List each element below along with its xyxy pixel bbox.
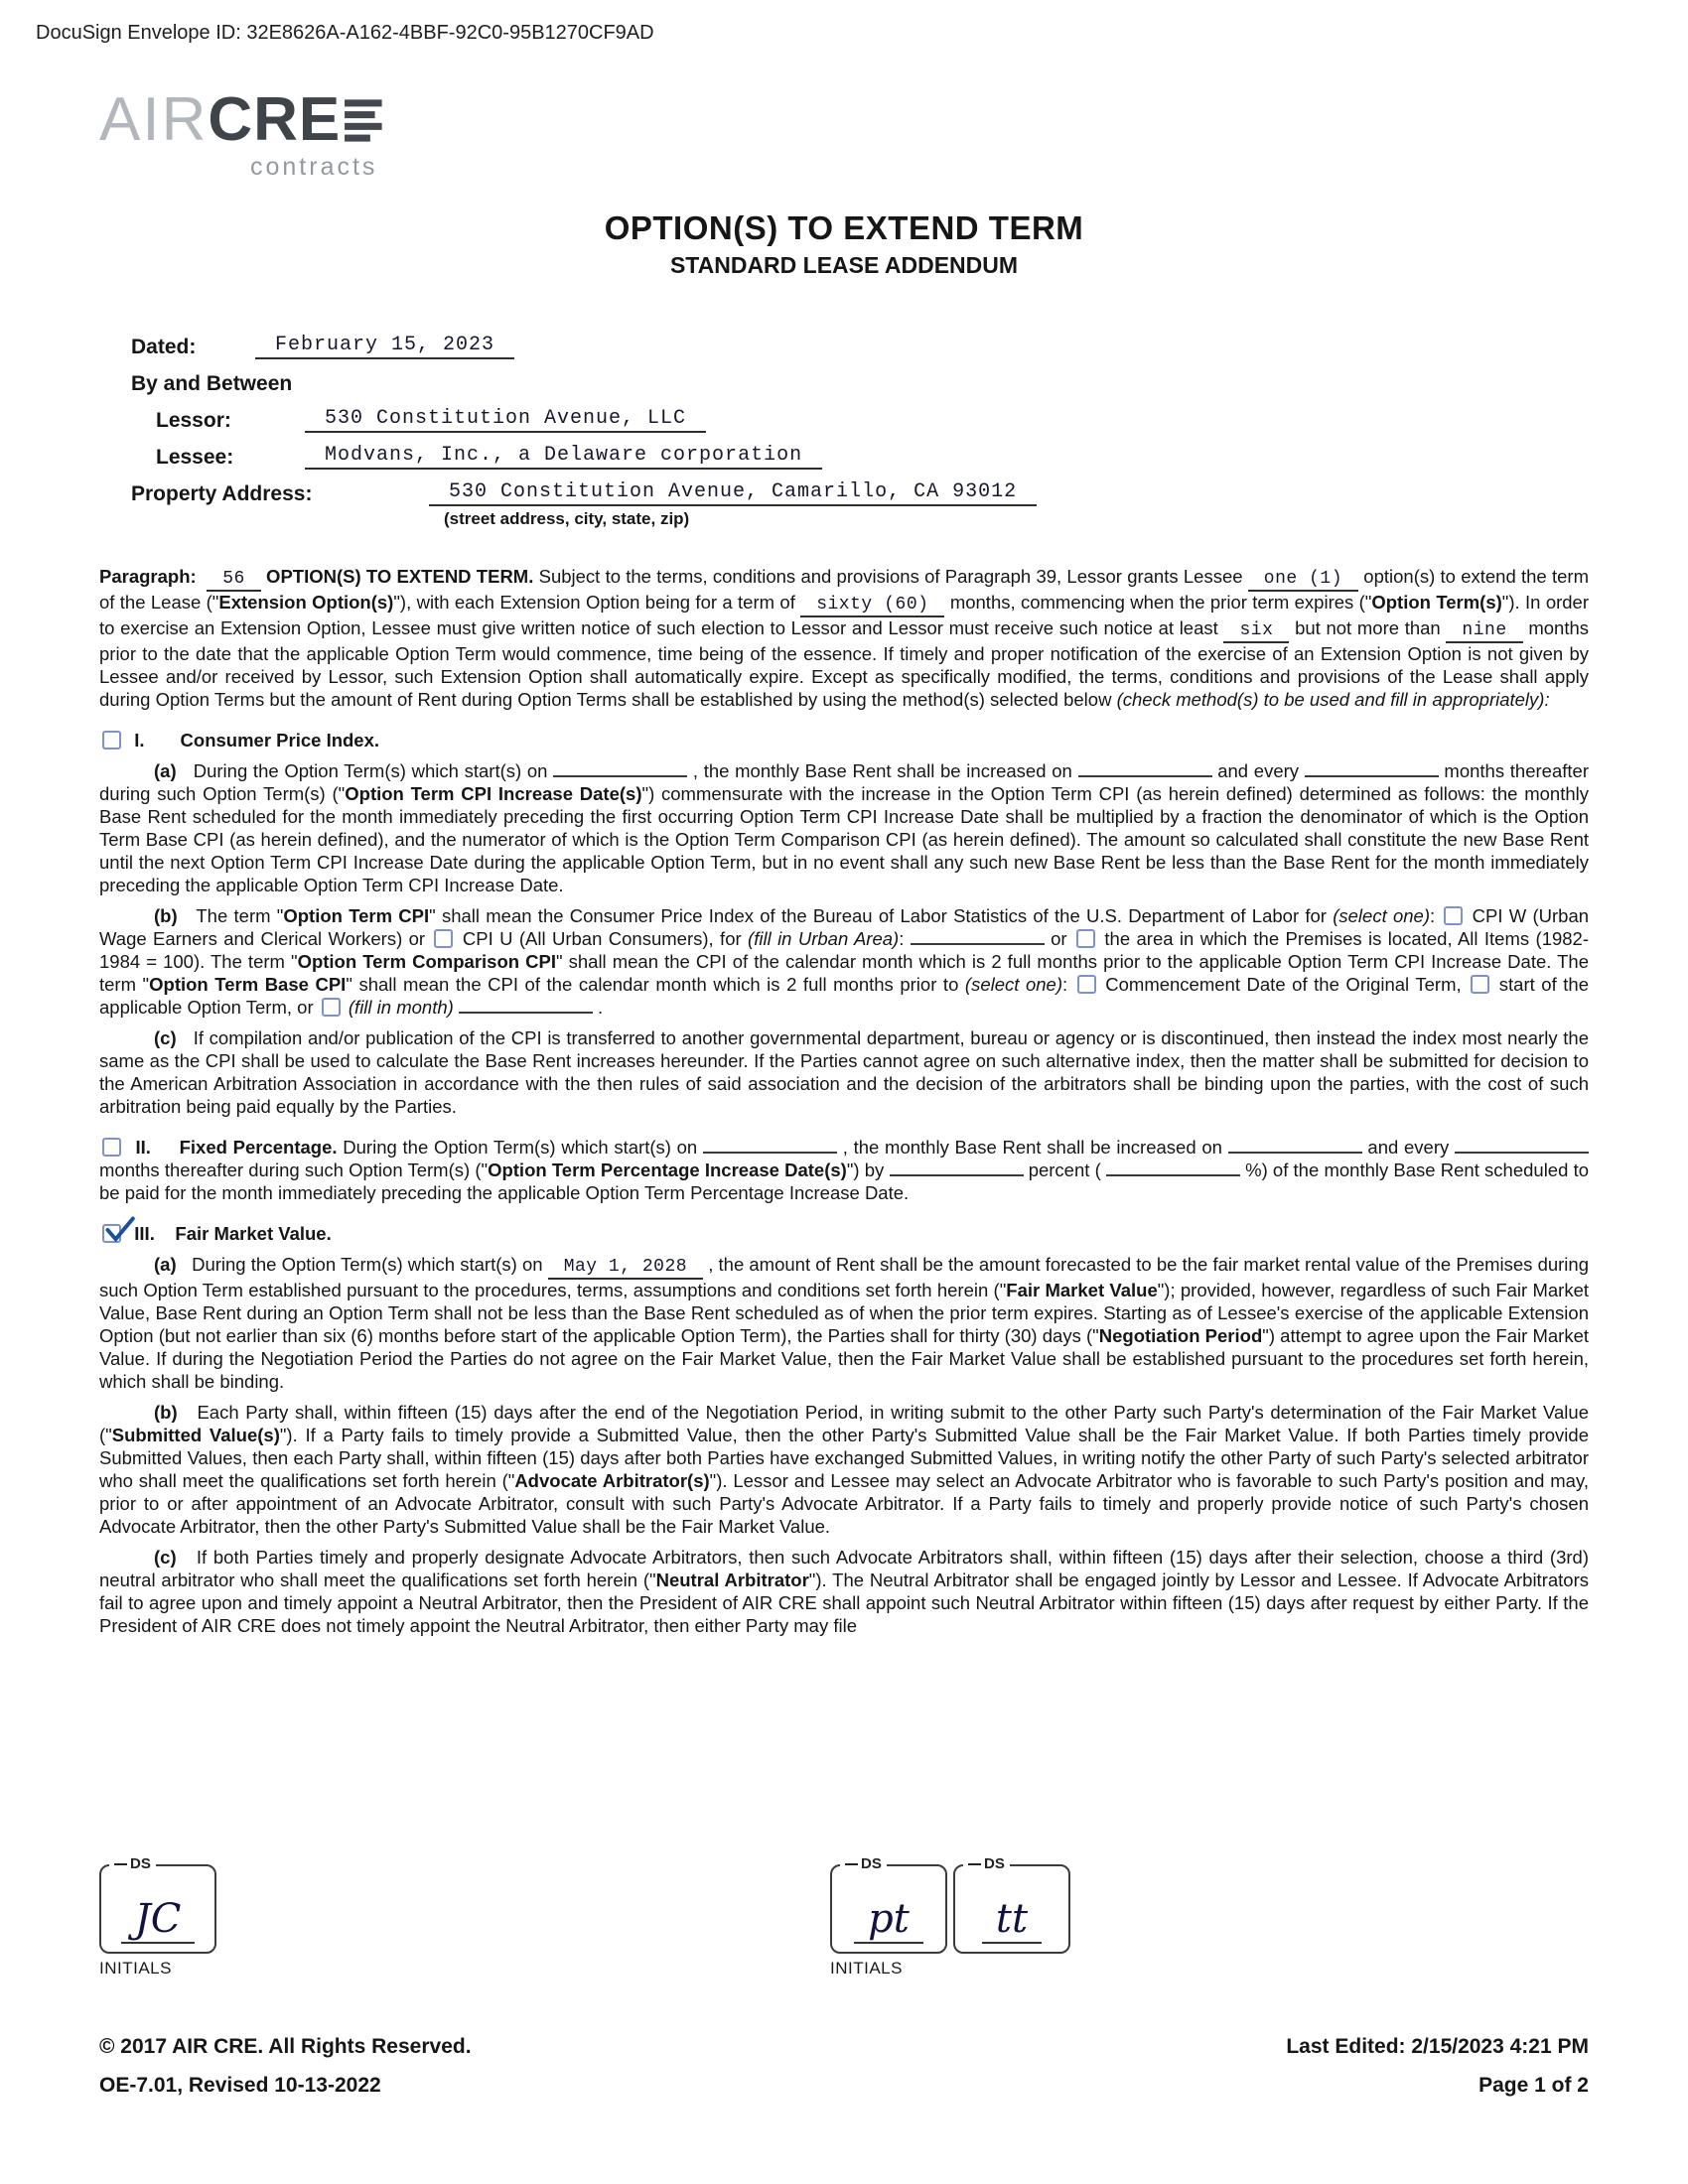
text-run: months thereafter during such Option Term(s) (": [99, 760, 1589, 804]
section-iii-paragraph-b: [99, 1401, 1589, 1538]
text-run: Fair Market Value: [1006, 1280, 1158, 1300]
dated-row: [131, 323, 1589, 359]
text-run: months thereafter during such Option Term(s) (": [99, 1160, 489, 1180]
urban-area-blank[interactable]: [911, 931, 1045, 945]
initials-label: INITIALS: [830, 1959, 903, 1978]
page-footer: [99, 2035, 1589, 2113]
text-run: , the monthly Base Rent shall be increased on: [836, 1137, 1228, 1158]
header-fields: [131, 323, 1589, 529]
fixed-percent-words-blank[interactable]: [890, 1162, 1024, 1176]
notice-minimum-months-field[interactable]: six: [1223, 620, 1289, 643]
right-initials-group: [830, 1855, 1070, 1979]
text-run: (check method(s) to be used and fill in appropriately):: [1116, 689, 1550, 710]
fixed-percent-number-blank[interactable]: [1106, 1162, 1240, 1176]
initials-stamp[interactable]: [830, 1855, 947, 1954]
text-run: III. Fair Market Value.: [124, 1223, 332, 1244]
text-run: (fill in month): [348, 997, 454, 1018]
text-run: percent (: [1023, 1160, 1106, 1180]
text-run: Neutral Arbitrator: [655, 1570, 809, 1590]
text-run: %) of the monthly Base Rent scheduled to be paid for the month immediately preceding the applicable Option Term Percentage Increase Date.: [99, 1160, 1590, 1203]
text-run: (b): [154, 905, 178, 926]
extension-options-count-field[interactable]: one (1): [1248, 569, 1358, 592]
section-i-heading: [99, 729, 1589, 751]
checkbox-option-term-start[interactable]: [1471, 975, 1489, 994]
text-run: months prior to the date that the applicable Option Term would commence, time being of the essence. If timely and proper notification of the exercise of an Extension Option is not given by Lessee and/or received by Lessor, such Extension Option shall automatically expire. Except as specifically modified, the terms, conditions and provisions of the Lease shall apply during Option Terms but the amount of Rent during Option Terms shall be established by using the method(s) selected below: [99, 617, 1589, 710]
copyright-text: © 2017 AIR CRE. All Rights Reserved.: [99, 2035, 472, 2058]
text-run: or: [1044, 928, 1073, 949]
lessor-field[interactable]: 530 Constitution Avenue, LLC: [305, 407, 706, 433]
fmv-start-date-field[interactable]: May 1, 2028: [548, 1257, 703, 1280]
docusign-tag: DS: [840, 1855, 887, 1872]
initials-label: INITIALS: [99, 1959, 172, 1978]
document-title: OPTION(S) TO EXTEND TERM: [604, 209, 1084, 246]
lessee-row: [156, 433, 1589, 470]
cpi-start-date-blank[interactable]: [553, 763, 687, 777]
text-run: Subject to the terms, conditions and provisions of Paragraph 39, Lessor grants Lessee: [538, 566, 1248, 587]
notice-maximum-months-field[interactable]: nine: [1446, 620, 1522, 643]
property-address-hint: (street address, city, state, zip): [444, 509, 690, 528]
document-body: [99, 0, 1589, 1637]
text-run: CPI W (Urban Wage Earners and Clerical Workers) or: [99, 905, 1590, 949]
text-run: (a): [154, 760, 177, 781]
text-run: (c): [154, 1547, 177, 1568]
logo-air-text: AIR: [99, 85, 209, 154]
logo-contracts-text: contracts: [250, 153, 378, 181]
text-run: Option Term CPI: [283, 905, 430, 926]
section-iii-heading: [99, 1222, 1589, 1245]
text-run: Extension Option(s): [218, 592, 394, 613]
text-run: CPI U (All Urban Consumers), for: [456, 928, 749, 949]
flag-icon: [345, 97, 384, 151]
text-run: Advocate Arbitrator(s): [514, 1470, 710, 1491]
checkbox-section-iii-fair-market-value[interactable]: [102, 1224, 121, 1243]
text-run: If both Parties timely and properly designate Advocate Arbitrators, then such Advocate Arbitrators shall, within fifteen (15) days after their selection, choose a third (3rd) neutral arbitrator who shall meet the qualifications set forth herein (": [99, 1547, 1589, 1590]
section-i-paragraph-b: [99, 904, 1589, 1019]
section-i-paragraph-c: [99, 1026, 1589, 1118]
section-iii-paragraph-c: [99, 1546, 1589, 1637]
logo-cre-text: CRE: [208, 85, 342, 154]
text-run: option(s) to extend the term of the Lease (": [99, 566, 1589, 613]
text-run: " shall mean the CPI of the calendar month which is 2 full months prior to: [346, 974, 965, 995]
text-run: "). The Neutral Arbitrator shall be engaged jointly by Lessor and Lessee. If Advocate Arbitrators fail to agree upon and timely appoint a Neutral Arbitrator, then the President of AIR CRE shall appoint such Neutral Arbitrator within fifteen (15) days after request by either Party. If the President of AIR CRE does not timely appoint the Neutral Arbitrator, then either Party may file: [99, 1570, 1589, 1636]
text-run: (c): [154, 1027, 177, 1048]
option-term-months-field[interactable]: sixty (60): [800, 595, 944, 617]
text-run: Each Party shall, within fifteen (15) days after the end of the Negotiation Period, in writing submit to the other Party such Party's determination of the Fair Market Value (": [99, 1402, 1589, 1445]
last-edited-text: Last Edited: 2/15/2023 4:21 PM: [1286, 2035, 1589, 2058]
section-iii-paragraph-a: [99, 1253, 1589, 1393]
by-and-between-row: [131, 359, 1589, 396]
text-run: :: [1430, 905, 1442, 926]
lessee-label: Lessee:: [156, 446, 234, 469]
text-run: (b): [154, 1402, 178, 1423]
checkbox-fill-in-month[interactable]: [322, 998, 341, 1017]
text-run: During the Option Term(s) which start(s) on: [176, 760, 554, 781]
text-run: ") commensurate with the increase in the Option Term CPI (as herein defined) determined as follows: the monthly Base Rent scheduled for the month immediately preceding the first occurring Option Term CPI Increase Date shall be multiplied by a fraction the denominator of which is the Option Term Base CPI (as herein defined), and the numerator of which is the Option Term Comparison CPI (as herein defined). The amount so calculated shall constitute the new Base Rent until the next Option Term CPI Increase Date during the applicable Option Term, but in no event shall any such new Base Rent be less than the Base Rent for the month immediately preceding the applicable Option Term CPI Increase Date.: [99, 783, 1590, 895]
text-run: I. Consumer Price Index.: [124, 730, 380, 751]
initials-signature: JC: [121, 1899, 196, 1944]
document-subtitle: STANDARD LEASE ADDENDUM: [669, 252, 1019, 278]
initials-stamp[interactable]: [953, 1855, 1070, 1954]
text-run: " shall mean the CPI of the calendar month which is 2 full months prior to the applicable Option Term CPI Increase Date. The term ": [99, 951, 1589, 995]
text-run: II. Fixed Percentage.: [124, 1137, 338, 1158]
lessee-field[interactable]: Modvans, Inc., a Delaware corporation: [305, 444, 822, 470]
checkbox-commencement-date[interactable]: [1077, 975, 1096, 994]
text-run: "), with each Extension Option being for a term of: [393, 592, 801, 613]
property-address-label: Property Address:: [131, 482, 313, 505]
text-run: If compilation and/or publication of the CPI is transferred to another governmental department, bureau or agency or is discontinued, then instead the index most nearly the same as the CPI shall be used to calculate the Base Rent increases hereunder. If the Parties cannot agree on such alternative index, then the matter shall be submitted for decision to the American Arbitration Association in accordance with the then rules of said association and the decision of the arbitrators shall be binding upon the parties, with the cost of such arbitration being paid equally by the Parties.: [99, 1027, 1589, 1117]
dated-label: Dated:: [131, 336, 197, 358]
text-run: (fill in Urban Area): [748, 928, 900, 949]
text-run: Option Term Base CPI: [149, 974, 347, 995]
fixed-increase-date-blank[interactable]: [1228, 1140, 1362, 1154]
text-run: Negotiation Period: [1098, 1325, 1263, 1346]
text-run: Paragraph:: [99, 566, 208, 587]
checkbox-cpi-w[interactable]: [1444, 906, 1463, 925]
fixed-start-date-blank[interactable]: [703, 1140, 837, 1154]
lessor-row: [156, 396, 1589, 433]
dated-field[interactable]: February 15, 2023: [255, 334, 514, 359]
text-run: the area in which the Premises is located, All Items (1982-1984 = 100). The term ": [99, 928, 1590, 972]
checkbox-premises-area[interactable]: [1076, 929, 1095, 948]
text-run: ") attempt to agree upon the Fair Market Value. If during the Negotiation Period the Parties do not agree on the Fair Market Value, then the Fair Market Value shall be established pursuant to the procedures set forth herein, which shall be binding.: [99, 1325, 1590, 1392]
initials-signature: pt: [854, 1899, 923, 1944]
page-number-text: Page 1 of 2: [1478, 2074, 1589, 2097]
by-and-between-label: By and Between: [131, 372, 293, 395]
initials-row: [99, 1855, 1070, 1979]
docusign-tag: DS: [109, 1855, 156, 1872]
initials-stamp[interactable]: [99, 1855, 216, 1954]
checkbox-cpi-u[interactable]: [434, 929, 453, 948]
text-run: Option Term CPI Increase Date(s): [345, 783, 642, 804]
text-run: Option Term Comparison CPI: [297, 951, 556, 972]
text-run: start of the applicable Option Term, or: [99, 974, 1589, 1018]
initials-signature: tt: [982, 1899, 1042, 1944]
text-run: ") by: [846, 1160, 890, 1180]
fixed-interval-months-blank[interactable]: [1455, 1140, 1589, 1154]
text-run: :: [1062, 974, 1074, 995]
text-run: OPTION(S) TO EXTEND TERM.: [260, 566, 539, 587]
text-run: "). If a Party fails to timely provide a Submitted Value, then the other Party's Submitted Value shall be the Fair Market Value. If both Parties timely provide Submitted Values, then each Party shall, within fifteen (15) days after both Parties have exchanged Submitted Values, in writing notify the other Party of such Party's selected arbitrator who shall meet the qualifications set forth herein (": [99, 1425, 1589, 1491]
text-run: (select one): [1333, 905, 1431, 926]
text-run: (select one): [964, 974, 1062, 995]
base-cpi-month-blank[interactable]: [459, 1000, 593, 1014]
text-run: "); provided, however, regardless of such Fair Market Value, Base Rent during an Option Term shall not be less than the Base Rent scheduled as of when the prior term expires. Starting as of Lessee's exercise of the applicable Extension Option (but not earlier than six (6) months before start of the applicable Option Term), the Parties shall for thirty (30) days (": [99, 1280, 1589, 1346]
intro-paragraph: [99, 565, 1589, 711]
text-run: "). Lessor and Lessee may select an Advocate Arbitrator who is favorable to such Party's position and may, prior to or after appointment of an Advocate Arbitrator, consult with such Party's Advocate Arbitrator. If a Party fails to timely and properly provide notice of such Party's chosen Advocate Arbitrator, then the other Party's Submitted Value shall be the Fair Market Value.: [99, 1470, 1589, 1537]
text-run: .: [592, 997, 604, 1018]
text-run: Submitted Value(s): [111, 1425, 280, 1445]
text-run: Commencement Date of the Original Term,: [1098, 974, 1469, 995]
lessor-label: Lessor:: [156, 409, 231, 432]
text-run: " shall mean the Consumer Price Index of the Bureau of Labor Statistics of the U.S. Department of Labor for: [429, 905, 1334, 926]
revision-text: OE-7.01, Revised 10-13-2022: [99, 2074, 381, 2097]
text-run: , the monthly Base Rent shall be increased on: [687, 760, 1078, 781]
property-address-row: [131, 470, 1589, 506]
section-ii-paragraph: [99, 1136, 1589, 1204]
text-run: Option Term Percentage Increase Date(s): [488, 1160, 847, 1180]
docusign-envelope-id: DocuSign Envelope ID: 32E8626A-A162-4BBF-92C0-95B1270CF9AD: [36, 22, 654, 44]
checkbox-section-i-cpi[interactable]: [102, 731, 121, 750]
text-run: "). In order to exercise an Extension Option, Lessee must give written notice of such election to Lessor and Lessor must receive such notice at least: [99, 592, 1590, 638]
text-run: During the Option Term(s) which start(s) on: [176, 1254, 548, 1275]
text-run: During the Option Term(s) which start(s) on: [337, 1137, 703, 1158]
checkbox-section-ii-fixed-percentage[interactable]: [102, 1138, 121, 1157]
paragraph-number-field[interactable]: 56: [207, 569, 261, 592]
text-run: The term ": [177, 905, 284, 926]
left-initials-group: [99, 1855, 216, 1979]
text-run: and every: [1361, 1137, 1455, 1158]
cpi-interval-months-blank[interactable]: [1305, 763, 1439, 777]
cpi-increase-date-blank[interactable]: [1078, 763, 1212, 777]
text-run: (a): [154, 1254, 177, 1275]
text-run: months, commencing when the prior term expires (": [944, 592, 1372, 613]
text-run: , the amount of Rent shall be the amount forecasted to be the fair market rental value of the Premises during such Option Term established pursuant to the procedures, terms, assumptions and conditions set forth herein (": [99, 1254, 1589, 1300]
section-i-paragraph-a: [99, 759, 1589, 896]
text-run: but not more than: [1289, 617, 1447, 638]
property-address-field[interactable]: 530 Constitution Avenue, Camarillo, CA 93012: [429, 480, 1037, 506]
text-run: :: [899, 928, 911, 949]
docusign-tag: DS: [963, 1855, 1010, 1872]
text-run: and every: [1211, 760, 1305, 781]
text-run: Option Term(s): [1371, 592, 1502, 613]
aircre-logo: [99, 85, 1589, 182]
